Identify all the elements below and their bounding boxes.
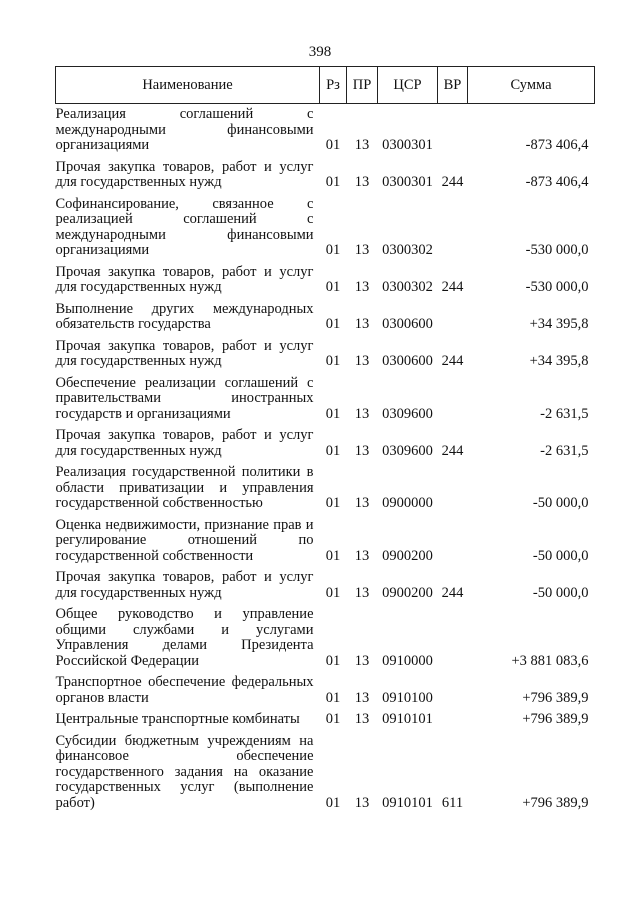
cell-sum: +796 389,9 bbox=[522, 711, 589, 727]
cell-csr: 0900000 bbox=[382, 495, 433, 511]
cell-csr: 0300302 bbox=[382, 242, 433, 258]
cell-name: Общее руководство и управление общими службами и услугами Управления делами Президента Российской Федерации bbox=[55, 606, 314, 669]
cell-vr bbox=[438, 194, 468, 262]
cell-csr: 0300600 bbox=[382, 353, 433, 369]
cell-vr bbox=[438, 373, 468, 426]
cell-csr: 0910101 bbox=[382, 711, 433, 727]
table-body bbox=[56, 104, 595, 815]
budget-table bbox=[55, 66, 595, 814]
cell-pr: 13 bbox=[354, 405, 370, 422]
cell-vr: 244 bbox=[441, 442, 464, 459]
cell-rz: 01 bbox=[325, 174, 341, 190]
table-row bbox=[56, 299, 595, 336]
header-pr: ПР bbox=[347, 67, 378, 104]
table-row bbox=[56, 604, 595, 672]
cell-name: Транспортное обеспечение федеральных органов власти bbox=[55, 674, 314, 706]
cell-name: Центральные транспортные комбинаты bbox=[55, 711, 300, 727]
cell-name: Выполнение других международных обязательств государства bbox=[55, 300, 314, 332]
table-row bbox=[56, 425, 595, 462]
cell-name: Софинансирование, связанное с реализацией соглашений с международными финансовыми организациями bbox=[55, 195, 314, 258]
cell-rz: 01 bbox=[325, 242, 341, 258]
cell-vr bbox=[438, 672, 468, 709]
cell-pr: 13 bbox=[354, 711, 370, 727]
cell-vr bbox=[438, 709, 468, 731]
cell-sum: -873 406,4 bbox=[525, 137, 589, 153]
table-row bbox=[56, 462, 595, 515]
cell-pr: 13 bbox=[354, 584, 370, 601]
cell-sum: -50 000,0 bbox=[532, 547, 589, 564]
cell-vr bbox=[438, 604, 468, 672]
table-row bbox=[56, 373, 595, 426]
cell-csr: 0910000 bbox=[382, 652, 433, 669]
cell-sum: -2 631,5 bbox=[540, 442, 589, 459]
cell-vr bbox=[438, 299, 468, 336]
cell-pr: 13 bbox=[354, 137, 370, 153]
cell-vr: 611 bbox=[441, 794, 464, 811]
cell-name: Реализация соглашений с международными финансовыми организациями bbox=[55, 106, 314, 153]
cell-vr bbox=[438, 104, 468, 157]
table-row bbox=[56, 104, 595, 157]
cell-name: Реализация государственной политики в области приватизации и управления государственной собственностью bbox=[55, 464, 314, 511]
cell-sum: -2 631,5 bbox=[540, 405, 589, 422]
cell-rz: 01 bbox=[325, 316, 341, 332]
header-sum: Сумма bbox=[468, 67, 595, 104]
cell-csr: 0309600 bbox=[382, 442, 433, 459]
cell-name: Обеспечение реализации соглашений с правительствами иностранных государств и организациями bbox=[55, 374, 314, 422]
cell-rz: 01 bbox=[325, 584, 341, 601]
cell-pr: 13 bbox=[354, 353, 370, 369]
cell-rz: 01 bbox=[325, 652, 341, 669]
cell-sum: +3 881 083,6 bbox=[511, 652, 589, 669]
cell-sum: -50 000,0 bbox=[532, 495, 589, 511]
cell-rz: 01 bbox=[325, 711, 341, 727]
cell-name: Прочая закупка товаров, работ и услуг для государственных нужд bbox=[55, 263, 314, 295]
cell-csr: 0900200 bbox=[382, 584, 433, 601]
cell-name: Прочая закупка товаров, работ и услуг для государственных нужд bbox=[55, 158, 314, 190]
cell-rz: 01 bbox=[325, 279, 341, 295]
cell-pr: 13 bbox=[354, 689, 370, 706]
cell-vr: 244 bbox=[441, 174, 464, 190]
cell-pr: 13 bbox=[354, 495, 370, 511]
cell-rz: 01 bbox=[325, 495, 341, 511]
cell-sum: +34 395,8 bbox=[529, 353, 589, 369]
cell-csr: 0300302 bbox=[382, 279, 433, 295]
cell-vr: 244 bbox=[441, 279, 464, 295]
cell-rz: 01 bbox=[325, 353, 341, 369]
header-name: Наименование bbox=[56, 67, 320, 104]
table-row bbox=[56, 672, 595, 709]
cell-sum: -530 000,0 bbox=[525, 242, 589, 258]
cell-csr: 0900200 bbox=[382, 547, 433, 564]
table-row bbox=[56, 336, 595, 373]
cell-pr: 13 bbox=[354, 174, 370, 190]
header-rz: Рз bbox=[320, 67, 347, 104]
cell-rz: 01 bbox=[325, 137, 341, 153]
cell-pr: 13 bbox=[354, 794, 370, 811]
cell-name: Прочая закупка товаров, работ и услуг для государственных нужд bbox=[55, 337, 314, 369]
header-vr: ВР bbox=[438, 67, 468, 104]
cell-pr: 13 bbox=[354, 547, 370, 564]
cell-vr bbox=[438, 515, 468, 568]
cell-sum: -873 406,4 bbox=[525, 174, 589, 190]
cell-pr: 13 bbox=[354, 242, 370, 258]
cell-name: Оценка недвижимости, признание прав и регулирование отношений по государственной собственности bbox=[55, 516, 314, 564]
cell-sum: -530 000,0 bbox=[525, 279, 589, 295]
table-row bbox=[56, 709, 595, 731]
cell-pr: 13 bbox=[354, 652, 370, 669]
cell-csr: 0300301 bbox=[382, 137, 433, 153]
header-csr: ЦСР bbox=[378, 67, 438, 104]
cell-csr: 0910101 bbox=[382, 794, 433, 811]
page-number: 398 bbox=[308, 44, 332, 60]
cell-sum: +34 395,8 bbox=[529, 316, 589, 332]
cell-csr: 0300600 bbox=[382, 316, 433, 332]
table-row bbox=[56, 567, 595, 604]
cell-name: Прочая закупка товаров, работ и услуг для государственных нужд bbox=[55, 569, 314, 601]
cell-pr: 13 bbox=[354, 442, 370, 459]
cell-sum: +796 389,9 bbox=[522, 794, 589, 811]
cell-name: Субсидии бюджетным учреждениям на финансовое обеспечение государственного задания на оказание государственных услуг (выполнение работ) bbox=[55, 732, 314, 811]
cell-name: Прочая закупка товаров, работ и услуг для государственных нужд bbox=[55, 427, 314, 459]
table-row bbox=[56, 194, 595, 262]
cell-rz: 01 bbox=[325, 689, 341, 706]
table-row bbox=[56, 157, 595, 194]
cell-csr: 0910100 bbox=[382, 689, 433, 706]
cell-vr: 244 bbox=[441, 353, 464, 369]
cell-rz: 01 bbox=[325, 442, 341, 459]
table-row bbox=[56, 515, 595, 568]
cell-pr: 13 bbox=[354, 279, 370, 295]
cell-rz: 01 bbox=[325, 405, 341, 422]
cell-sum: -50 000,0 bbox=[532, 584, 589, 601]
cell-rz: 01 bbox=[325, 794, 341, 811]
cell-csr: 0300301 bbox=[382, 174, 433, 190]
cell-sum: +796 389,9 bbox=[522, 689, 589, 706]
cell-rz: 01 bbox=[325, 547, 341, 564]
table-header bbox=[56, 67, 595, 104]
cell-csr: 0309600 bbox=[382, 405, 433, 422]
table-row bbox=[56, 262, 595, 299]
table-row bbox=[56, 731, 595, 815]
cell-vr: 244 bbox=[441, 584, 464, 601]
cell-vr bbox=[438, 462, 468, 515]
cell-pr: 13 bbox=[354, 316, 370, 332]
